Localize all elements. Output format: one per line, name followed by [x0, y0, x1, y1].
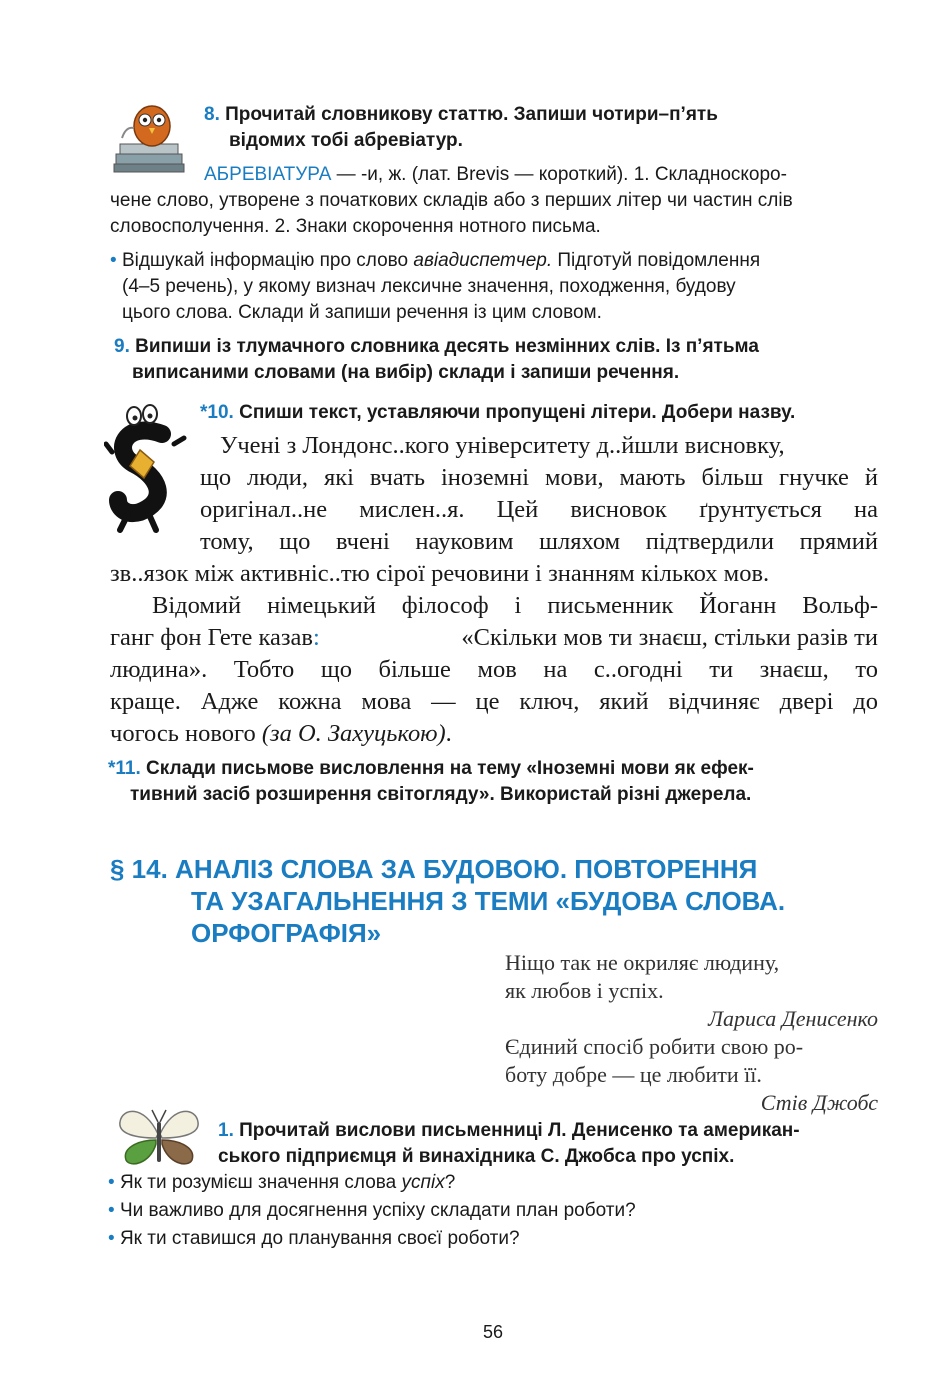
bullet-text: Як ти ставишся до планування своєї роботи? [119, 1228, 520, 1249]
ex9-text: Випиши із тлумачного словника десять незмінних слів. Із п’ятьма [135, 336, 759, 357]
dollar-character-icon [104, 404, 188, 536]
text-segment: ганг фон Гете казав [110, 624, 313, 651]
ex1-line1 [218, 1120, 800, 1142]
bullet-icon: • [108, 1172, 115, 1193]
ex10-text-line8: людина». Тобто що більше мов на с..огодні ти знаєш, то [110, 656, 878, 683]
ex8-title-line2: відомих тобі абревіатур. [229, 130, 463, 151]
owl-books-icon [112, 98, 188, 178]
page-number: 56 [482, 1322, 504, 1342]
ex1-text: Прочитай вислови письменниці Л. Денисенко та американ- [239, 1120, 800, 1141]
epigraph2-line2: боту добре — це любити її. [505, 1062, 762, 1087]
ex9-number: 9. [114, 336, 130, 357]
epigraph2-line1: Єдиний спосіб робити свою ро- [505, 1034, 804, 1059]
ex1-bullet3 [108, 1228, 520, 1250]
ex10-text-line7 [110, 624, 320, 652]
bullet-icon: • [108, 1228, 115, 1249]
epigraph1-line2: як любов і успіх. [505, 978, 664, 1003]
ex8-task-line2: (4–5 речень), у якому визнач лексичне значення, походження, будову [122, 276, 736, 297]
epigraph1-author: Лариса Денисенко [708, 1006, 878, 1031]
ex8-definition-line1 [204, 164, 787, 186]
ex1-bullet1 [108, 1172, 455, 1194]
ex11-text: Склади письмове висловлення на тему «Іноземні мови як ефек- [146, 758, 754, 779]
definition-text: — -и, ж. (лат. Brevis — короткий). 1. Складноскоро- [331, 164, 787, 185]
ex10-text-line7b: «Скільки мов ти знаєш, стільки разів ти [461, 624, 878, 651]
ex8-task-line1 [110, 250, 760, 272]
section-heading-line3: ОРФОГРАФІЯ» [191, 918, 382, 948]
colon-mark: : [312, 624, 320, 651]
ex1-bullet2 [108, 1200, 636, 1222]
ex10-text-line5: зв..язок між активніс..тю сірої речовини і знанням кількох мов. [110, 560, 770, 587]
ex10-text-line1: Учені з Лондонс..кого університету д..йшли висновку, [220, 432, 785, 459]
ex10-text-line4: тому, що вчені науковим шляхом підтвердили прямий [200, 528, 878, 555]
ex9-line1 [114, 336, 759, 358]
epigraph2-author: Стів Джобс [760, 1090, 878, 1115]
ex10-text-line6: Відомий німецький філософ і письменник Йоганн Вольф- [152, 592, 878, 619]
ex9-line2: виписаними словами (на вибір) склади і запиши речення. [132, 362, 680, 383]
section-heading-line1: § 14. АНАЛІЗ СЛОВА ЗА БУДОВОЮ. ПОВТОРЕННЯ [110, 854, 758, 884]
ex8-definition-line2: чене слово, утворене з початкових складів або з перших літер чи частин слів [110, 190, 793, 211]
task-word: авіадиспетчер. [413, 250, 553, 271]
ex11-number: *11. [108, 758, 141, 779]
bullet-icon: • [108, 1200, 115, 1221]
ex10-text-line3: оригінал..не мислен..я. Цей висновок ґрунтується на [200, 496, 878, 523]
task-text: Відшукай інформацію про слово [121, 250, 414, 271]
ex10-title-text: Спиши текст, уставляючи пропущені літери. Добери назву. [239, 402, 796, 423]
butterfly-icon [114, 1104, 204, 1168]
ex10-title [200, 402, 795, 424]
source-citation: (за О. Захуцькою) [261, 720, 446, 747]
ex8-task-line3: цього слова. Склади й запиши речення із цим словом. [122, 302, 602, 323]
dictionary-term: АБРЕВІАТУРА [204, 164, 332, 185]
bullet-text: Чи важливо для досягнення успіху складати план роботи? [119, 1200, 636, 1221]
ex10-text-line2: що люди, які вчать іноземні мови, мають більш гнучке й [200, 464, 878, 491]
section-heading-line2: ТА УЗАГАЛЬНЕННЯ З ТЕМИ «БУДОВА СЛОВА. [191, 886, 786, 916]
ex8-title-line1 [204, 104, 718, 126]
ex8-title-text: Прочитай словникову статтю. Запиши чотири–п’ять [225, 104, 718, 125]
ex1-line2: ського підприємця й винахідника С. Джобса про успіх. [218, 1146, 735, 1167]
bullet-icon: • [110, 250, 117, 271]
text-segment: чогось нового [110, 720, 262, 747]
epigraph1-line1: Ніщо так не окриляє людину, [505, 950, 780, 975]
text-segment: . [445, 720, 452, 747]
ex10-number: *10. [200, 402, 234, 423]
task-text: Підготуй повідомлення [552, 250, 761, 271]
bullet-text: Як ти розумієш значення слова [119, 1172, 402, 1193]
ex1-number: 1. [218, 1120, 234, 1141]
ex11-line2: тивний засіб розширення світогляду». Використай різні джерела. [130, 784, 752, 805]
bullet-word: успіх [401, 1172, 445, 1193]
ex10-text-line10 [110, 720, 452, 748]
bullet-text: ? [444, 1172, 456, 1193]
ex8-definition-line3: словосполучення. 2. Знаки скорочення нотного письма. [110, 216, 601, 237]
ex11-line1 [108, 758, 754, 780]
ex8-number: 8. [204, 104, 220, 125]
ex10-text-line9: краще. Адже кожна мова — це ключ, який відчиняє двері до [110, 688, 878, 715]
